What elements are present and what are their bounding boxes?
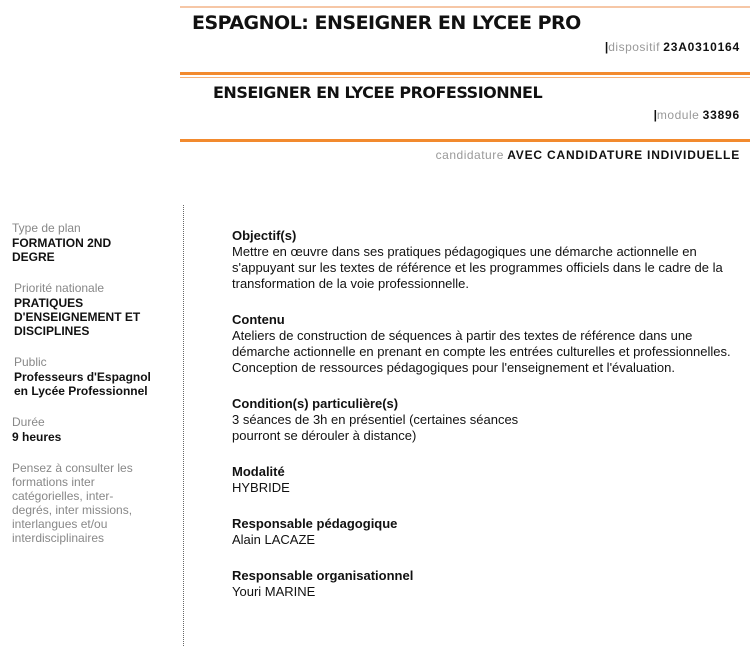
section-text: Youri MARINE — [232, 584, 316, 599]
column-divider — [183, 205, 184, 646]
section-title: Responsable pédagogique — [232, 516, 398, 531]
sidebar-note: Pensez à consulter les formations inter catégorielles, inter-degrés, inter missions, interlangues et/ou interdisciplinaires — [12, 461, 133, 545]
divider — [180, 77, 750, 78]
separator: | — [653, 108, 657, 122]
module-title: ENSEIGNER EN LYCEE PROFESSIONNEL — [213, 83, 543, 102]
duree-label: Durée — [12, 415, 45, 429]
section-text: HYBRIDE — [232, 480, 290, 495]
section-objectifs — [232, 228, 747, 292]
section-text: Ateliers de construction de séquences à partir des textes de référence dans une démarche actionnelle en prenant en compte les entrées culturelles et professionnelles. Conception de ressources pédagogiques pour l'enseignement et l'évaluation. — [232, 328, 731, 375]
candidature-label: candidature — [435, 148, 504, 162]
candidature-value: AVEC CANDIDATURE INDIVIDUELLE — [507, 148, 740, 162]
section-modalite — [232, 464, 747, 496]
duree-value: 9 heures — [12, 430, 62, 444]
priority-value: PRATIQUES D'ENSEIGNEMENT ET DISCIPLINES — [14, 296, 141, 338]
public-label: Public — [14, 355, 47, 369]
module-meta — [654, 108, 740, 122]
dispositif-value: 23A0310164 — [663, 40, 740, 54]
section-resp-pedagogique — [232, 516, 747, 548]
candidature-meta — [436, 148, 740, 162]
dispositif-title: ESPAGNOL: ENSEIGNER EN LYCEE PRO — [192, 12, 581, 34]
section-text: 3 séances de 3h en présentiel (certaines séances pourront se dérouler à distance) — [232, 412, 519, 443]
sidebar — [12, 221, 172, 546]
module-value: 33896 — [702, 108, 740, 122]
type-label: Type de plan — [12, 221, 81, 235]
section-text: Mettre en œuvre dans ses pratiques pédagogiques une démarche actionnelle en s'appuyant sur les textes de référence et les programmes officiels dans le cadre de la transformation de la voie professionnelle. — [232, 244, 723, 291]
top-divider — [180, 6, 750, 8]
separator: | — [604, 40, 609, 54]
dispositif-label: dispositif — [608, 40, 660, 54]
section-contenu — [232, 312, 747, 376]
divider — [180, 72, 750, 75]
section-title: Condition(s) particulière(s) — [232, 396, 399, 411]
module-label: module — [656, 108, 700, 122]
dispositif-meta — [605, 40, 740, 54]
priority-label: Priorité nationale — [14, 281, 105, 295]
section-title: Contenu — [232, 312, 285, 327]
main-content — [232, 228, 747, 620]
section-conditions — [232, 396, 747, 444]
section-title: Responsable organisationnel — [232, 568, 414, 583]
section-title: Modalité — [232, 464, 285, 479]
section-resp-organisationnel — [232, 568, 747, 600]
divider — [180, 139, 750, 142]
public-value: Professeurs d'Espagnol en Lycée Professionnel — [14, 370, 151, 398]
type-value: FORMATION 2ND DEGRE — [12, 236, 112, 264]
section-text: Alain LACAZE — [232, 532, 316, 547]
section-title: Objectif(s) — [232, 228, 297, 243]
